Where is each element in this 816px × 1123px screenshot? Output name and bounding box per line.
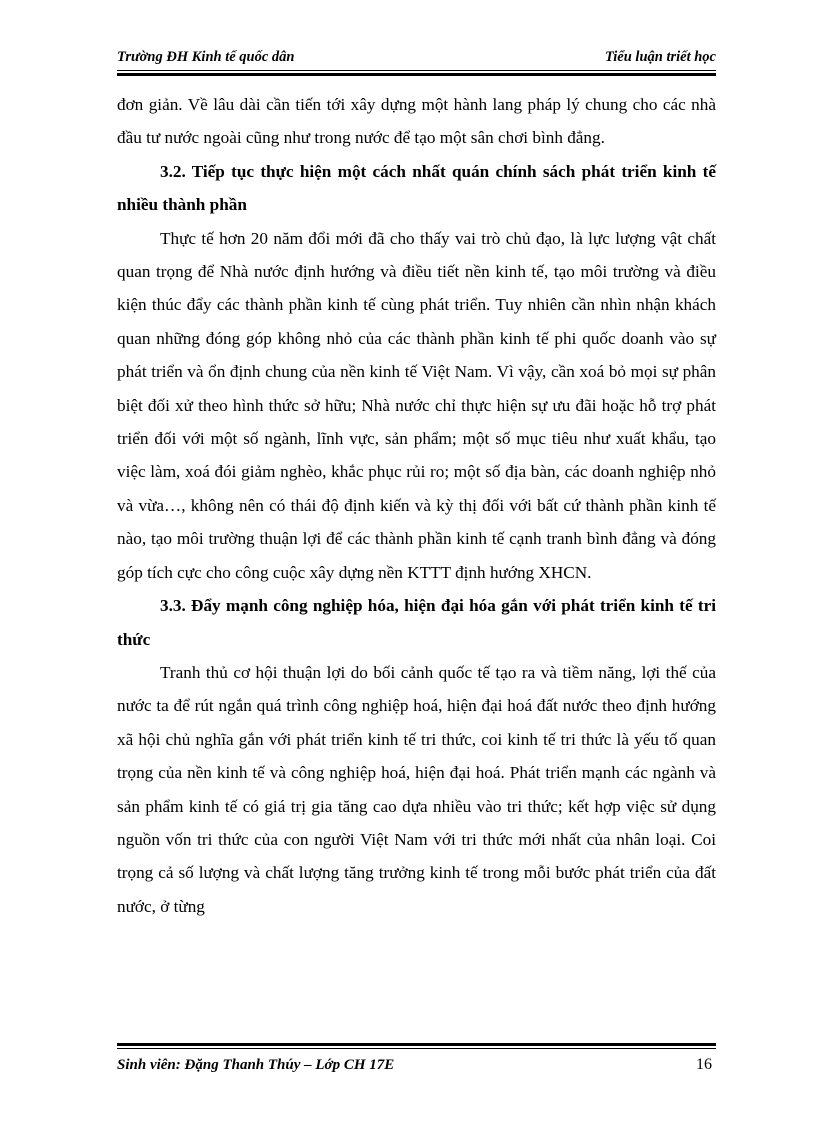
page-header xyxy=(117,44,716,74)
section-3-2-paragraph: Thực tế hơn 20 năm đổi mới đã cho thấy vai trò chủ đạo, là lực lượng vật chất quan trọng để Nhà nước định hướng và điều tiết nền kinh tế, tạo môi trường và điều kiện thúc đẩy các thành phần kinh tế cùng phát triển. Tuy nhiên cần nhìn nhận khách quan những đóng góp không nhỏ của các thành phần kinh tế phi quốc doanh vào sự phát triển và ổn định chung của nền kinh tế Việt Nam. Vì vậy, cần xoá bỏ mọi sự phân biệt đối xử theo hình thức sở hữu; Nhà nước chỉ thực hiện sự ưu đãi hoặc hỗ trợ phát triển đối với một số ngành, lĩnh vực, sản phẩm; một số mục tiêu như xuất khẩu, tạo việc làm, xoá đói giảm nghèo, khắc phục rủi ro; một số địa bàn, các doanh nghiệp nhỏ và vừa…, không nên có thái độ định kiến và kỳ thị đối với bất cứ thành phần kinh tế nào, tạo môi trường thuận lợi để các thành phần kinh tế cạnh tranh bình đẳng và đóng góp tích cực cho công cuộc xây dựng nền KTTT định hướng XHCN. xyxy=(117,228,716,582)
intro-paragraph: đơn giản. Về lâu dài cần tiến tới xây dựng một hành lang pháp lý chung cho các nhà đầu tư nước ngoài cũng như trong nước để tạo một sân chơi bình đẳng. xyxy=(117,95,716,148)
section-3-2-heading: 3.2. Tiếp tục thực hiện một cách nhất quán chính sách phát triển kinh tế nhiều thành phần xyxy=(117,161,716,215)
header-rule-thin xyxy=(117,70,716,71)
page-footer xyxy=(117,1043,716,1083)
footer-student: Sinh viên: Đặng Thanh Thúy – Lớp CH 17E xyxy=(117,1057,395,1073)
footer-rule-thin xyxy=(117,1048,716,1049)
footer-rule-thick xyxy=(117,1043,716,1046)
page-number: 16 xyxy=(696,1056,712,1073)
page-body xyxy=(117,88,716,923)
section-3-3-heading: 3.3. Đẩy mạnh công nghiệp hóa, hiện đại hóa gắn với phát triển kinh tế tri thức xyxy=(117,596,716,649)
header-doc-type: Tiểu luận triết học xyxy=(604,49,716,65)
header-school: Trường ĐH Kinh tế quốc dân xyxy=(117,49,295,65)
header-rule-thick xyxy=(117,73,716,76)
section-3-3-paragraph: Tranh thủ cơ hội thuận lợi do bối cảnh quốc tế tạo ra và tiềm năng, lợi thế của nước ta để rút ngắn quá trình công nghiệp hoá, hiện đại hoá đất nước theo định hướng xã hội chủ nghĩa gắn với phát triển kinh tế tri thức, coi kinh tế tri thức là yếu tố quan trọng của nền kinh tế và công nghiệp hoá, hiện đại hoá. Phát triển mạnh các ngành và sản phẩm kinh tế có giá trị gia tăng cao dựa nhiều vào tri thức; kết hợp việc sử dụng nguồn vốn tri thức của con người Việt Nam với tri thức mới nhất của nhân loại. Coi trọng cả số lượng và chất lượng tăng trưởng kinh tế trong mỗi bước phát triển của đất nước, ở từng xyxy=(117,662,716,916)
